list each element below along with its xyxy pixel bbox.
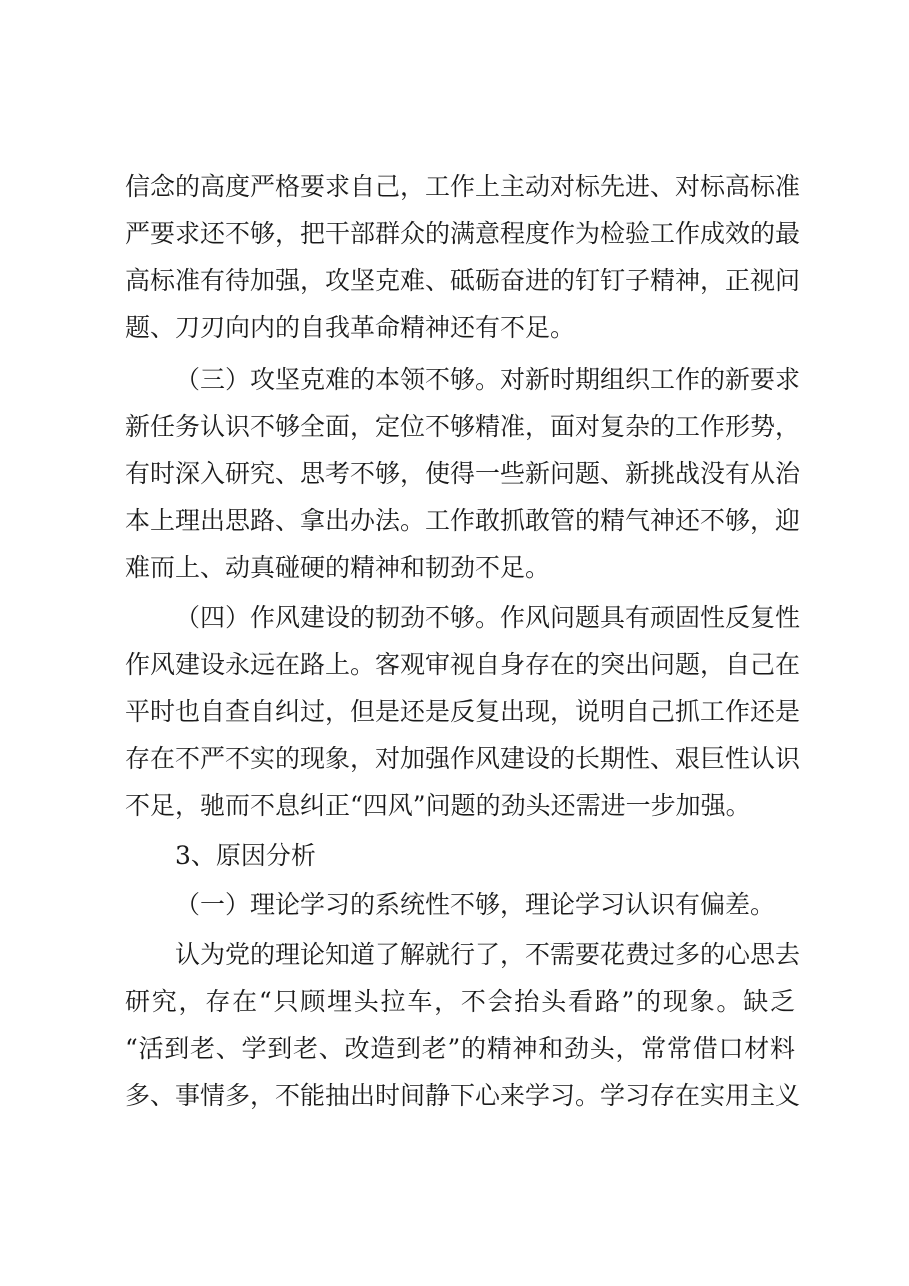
section-heading-line: 3、原因分析 xyxy=(175,841,316,870)
body-text-line: 新任务认识不够全面，定位不够精准，面对复杂的工作形势， xyxy=(125,412,801,441)
body-text-line: “活到老、学到老、改造到老”的精神和劲头，常常借口材料 xyxy=(125,1034,795,1063)
body-text-line: 平时也自查自纠过，但是还是反复出现，说明自己抓工作还是 xyxy=(125,697,801,726)
body-text-line: 信念的高度严格要求自己，工作上主动对标先进、对标高标准 xyxy=(125,172,801,201)
body-text-line: 难而上、动真碰硬的精神和韧劲不足。 xyxy=(125,553,551,582)
body-text-line: 认为党的理论知道了解就行了，不需要花费过多的心思去 xyxy=(175,940,801,969)
body-text-line: 存在不严不实的现象，对加强作风建设的长期性、艰巨性认识 xyxy=(125,744,801,773)
subsection-heading-line: （一）理论学习的系统性不够，理论学习认识有偏差。 xyxy=(175,890,776,919)
body-text-line: 本上理出思路、拿出办法。工作敢抓敢管的精气神还不够，迎 xyxy=(125,506,801,535)
body-text-line: 作风建设永远在路上。客观审视自身存在的突出问题，自己在 xyxy=(125,650,801,679)
body-text-line: 有时深入研究、思考不够，使得一些新问题、新挑战没有从治 xyxy=(125,459,801,488)
body-text-line: 多、事情多，不能抽出时间静下心来学习。学习存在实用主义 xyxy=(125,1081,801,1110)
body-text-line: 严要求还不够，把干部群众的满意程度作为检验工作成效的最 xyxy=(125,219,801,248)
section-heading-line: （四）作风建设的韧劲不够。作风问题具有顽固性反复性 xyxy=(175,603,801,632)
section-heading-line: （三）攻坚克难的本领不够。对新时期组织工作的新要求 xyxy=(175,365,801,394)
body-text-line: 题、刀刃向内的自我革命精神还有不足。 xyxy=(125,313,576,342)
body-text-line: 不足，驰而不息纠正“四风”问题的劲头还需进一步加强。 xyxy=(125,791,751,820)
body-text-line: 高标准有待加强，攻坚克难、砥砺奋进的钉钉子精神，正视问 xyxy=(125,266,801,295)
body-text-line: 研究，存在“只顾埋头拉车，不会抬头看路”的现象。缺乏 xyxy=(125,987,795,1016)
